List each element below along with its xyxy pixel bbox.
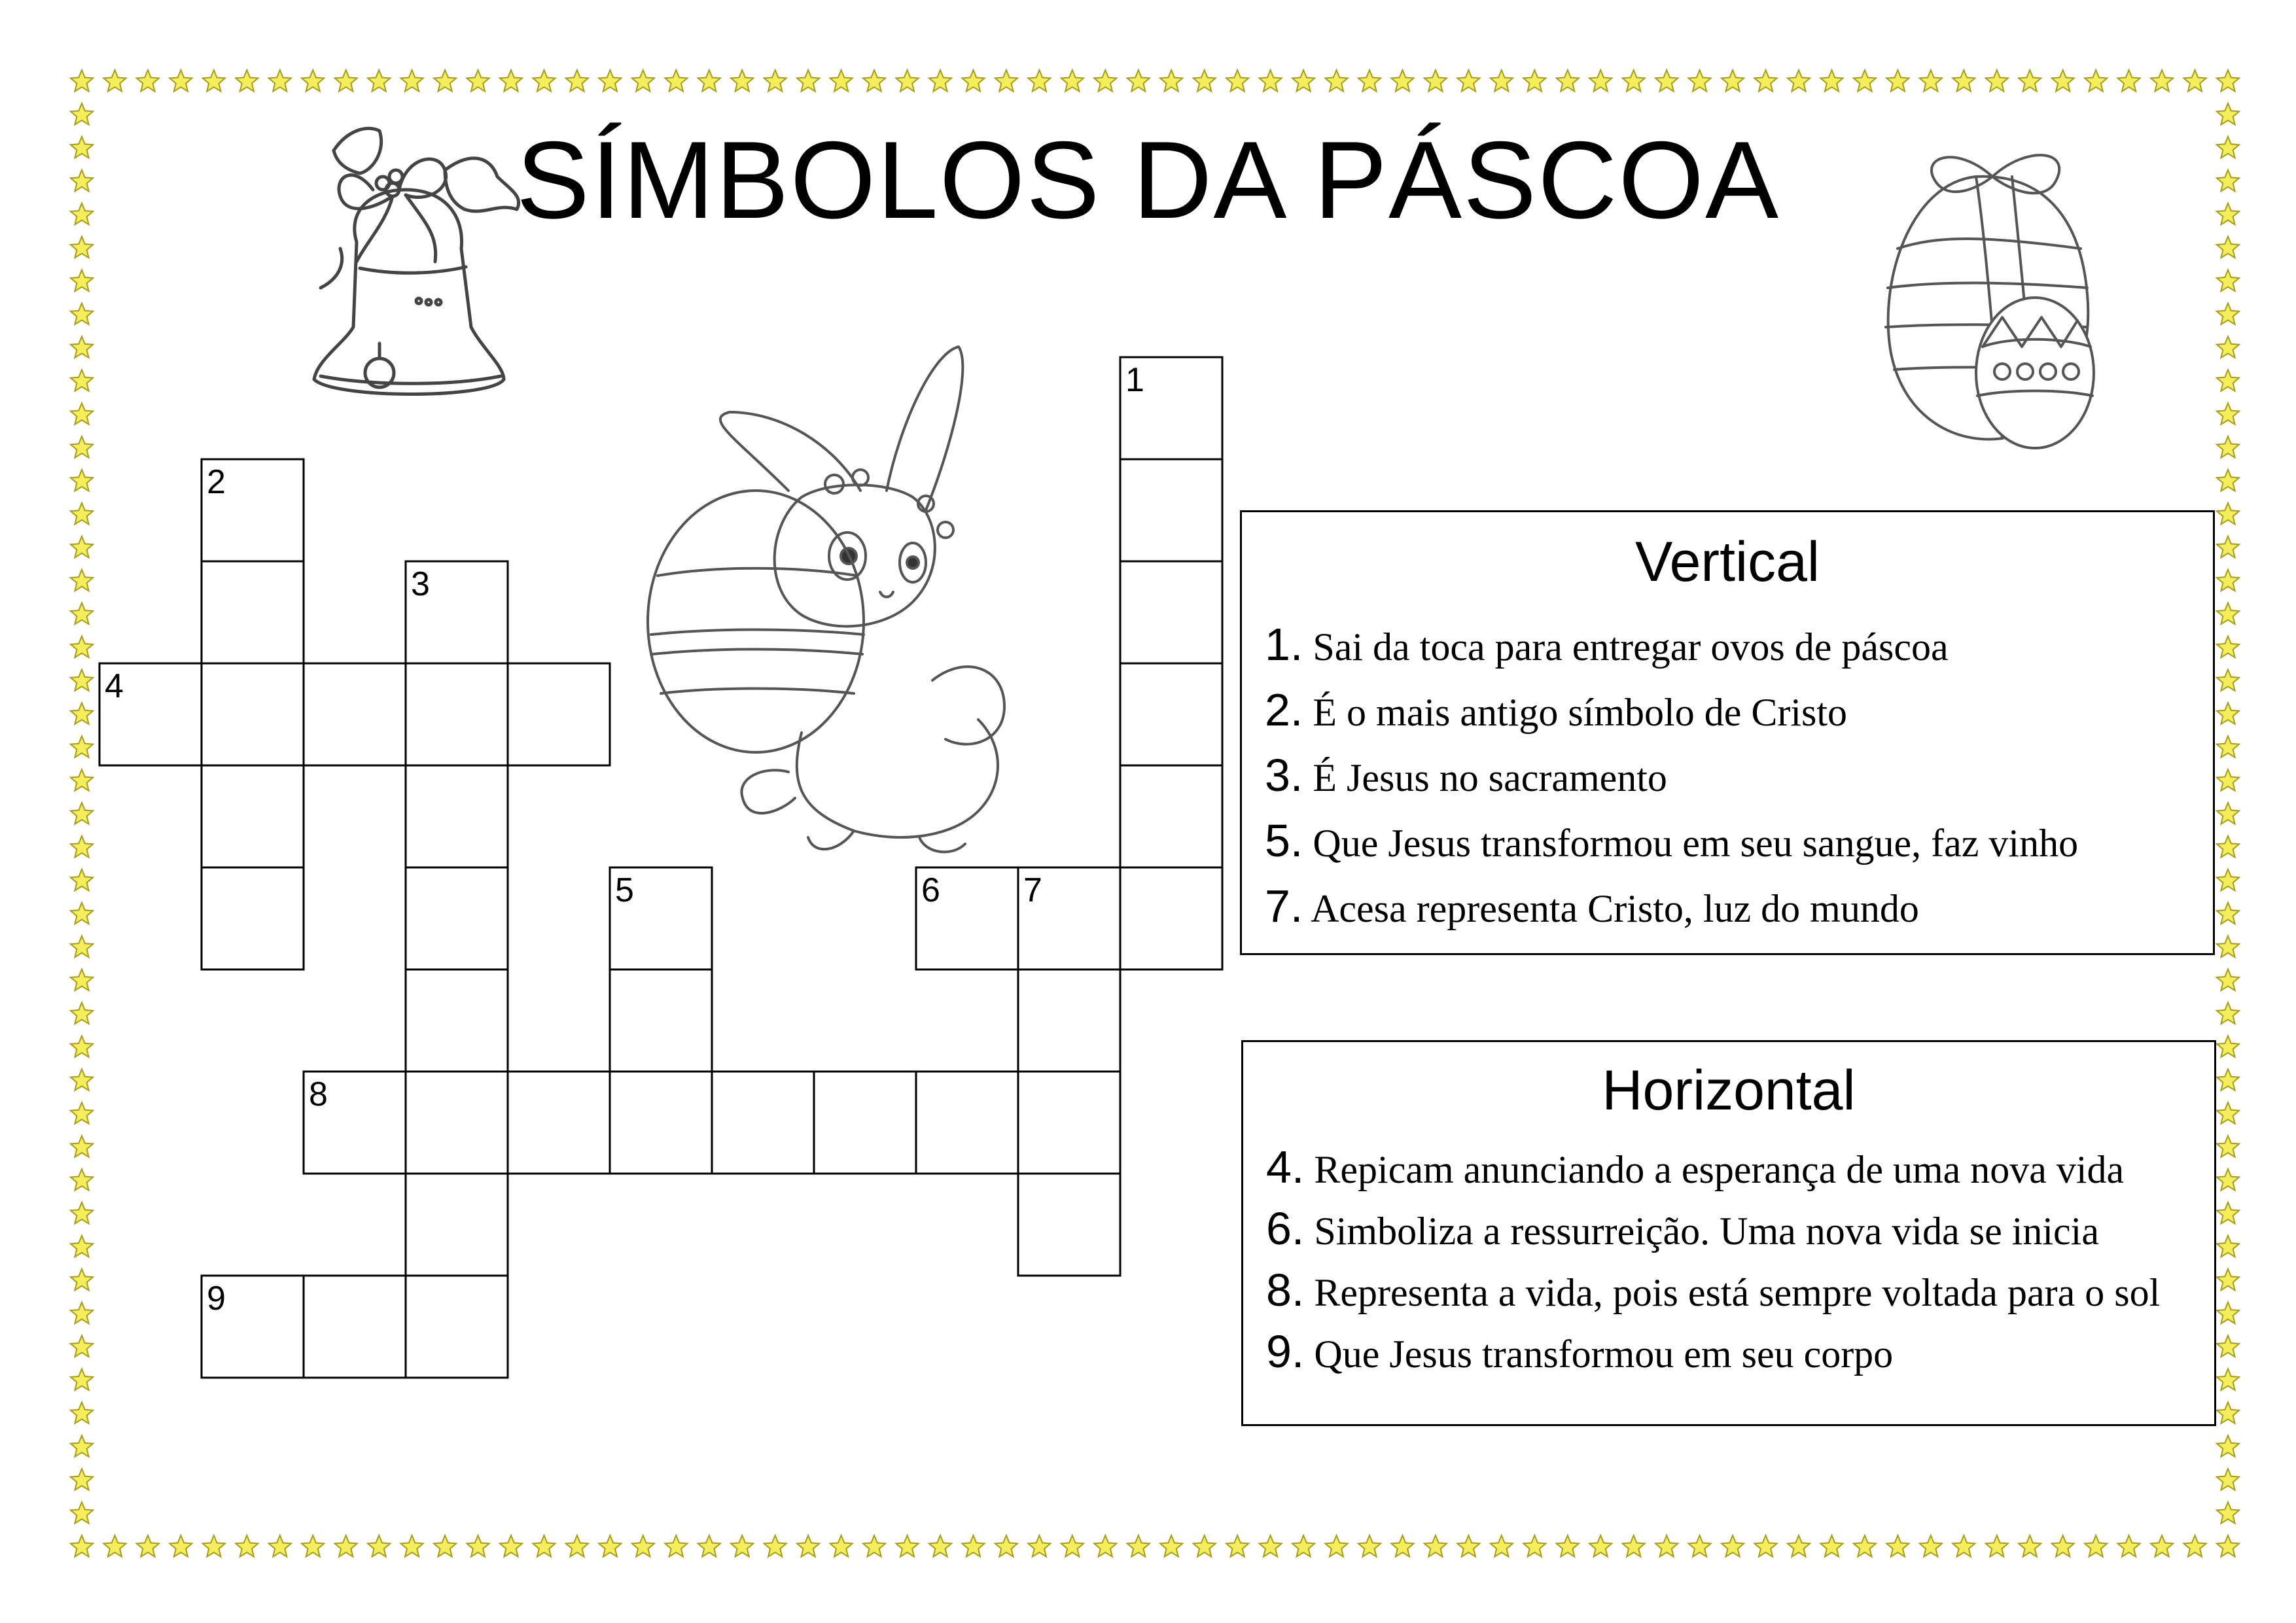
crossword-cell[interactable] — [406, 663, 508, 765]
crossword-cell[interactable] — [712, 1072, 814, 1174]
horizontal-clues-box — [1241, 1040, 2216, 1426]
clue-horizontal-8: 8. Representa a vida, pois está sempre voltada para o sol — [1266, 1265, 2161, 1316]
crossword-cell[interactable] — [916, 1072, 1018, 1174]
crossword-cell[interactable] — [508, 663, 610, 765]
vertical-heading: Vertical — [1634, 531, 1820, 593]
crossword-cell[interactable] — [508, 1072, 610, 1174]
crossword-cell[interactable] — [304, 663, 406, 765]
cell-number-1: 1 — [1125, 361, 1144, 399]
clue-vertical-2: 2. É o mais antigo símbolo de Cristo — [1265, 684, 1848, 735]
clue-vertical-3: 3. É Jesus no sacramento — [1265, 750, 1667, 801]
crossword-cell[interactable] — [304, 1276, 406, 1378]
cell-number-6: 6 — [921, 871, 940, 909]
clue-vertical-5: 5. Que Jesus transformou em seu sangue, faz vinho — [1265, 815, 2079, 866]
cell-number-3: 3 — [411, 565, 430, 603]
crossword-cell[interactable] — [814, 1072, 916, 1174]
crossword-cell[interactable] — [1120, 867, 1222, 969]
crossword-cell[interactable] — [406, 1072, 508, 1174]
horizontal-clue-list — [1243, 1138, 2214, 1384]
clue-horizontal-4: 4. Repicam anunciando a esperança de uma nova vida — [1266, 1142, 2125, 1193]
cell-number-8: 8 — [309, 1075, 328, 1113]
crossword-cell[interactable] — [1120, 765, 1222, 867]
crossword-cell[interactable] — [406, 1174, 508, 1276]
crossword-cell[interactable] — [202, 765, 304, 867]
cell-number-4: 4 — [105, 667, 124, 705]
cell-number-9: 9 — [207, 1280, 226, 1318]
clue-horizontal-6: 6. Simboliza a ressurreição. Uma nova vida se inicia — [1266, 1203, 2099, 1254]
page-title: SÍMBOLOS DA PÁSCOA — [516, 118, 1780, 241]
cell-number-7: 7 — [1023, 871, 1042, 909]
clue-horizontal-9: 9. Que Jesus transformou em seu corpo — [1266, 1326, 1894, 1377]
crossword-cell[interactable] — [1120, 663, 1222, 765]
crossword-cell[interactable] — [406, 765, 508, 867]
crossword-cell[interactable] — [406, 1276, 508, 1378]
crossword-cell[interactable] — [1018, 1174, 1120, 1276]
crossword-cell[interactable] — [1018, 969, 1120, 1072]
horizontal-heading: Horizontal — [1602, 1059, 1856, 1122]
cell-number-5: 5 — [615, 871, 634, 909]
crossword-cell[interactable] — [202, 663, 304, 765]
crossword-cell[interactable] — [610, 969, 712, 1072]
crossword-cell[interactable] — [1120, 459, 1222, 561]
crossword-cell[interactable] — [202, 561, 304, 663]
cell-number-2: 2 — [207, 463, 226, 501]
crossword-cell[interactable] — [1120, 561, 1222, 663]
crossword-cell[interactable] — [1018, 1072, 1120, 1174]
clue-vertical-1: 1. Sai da toca para entregar ovos de páscoa — [1265, 619, 1949, 670]
vertical-clues-box — [1240, 510, 2215, 955]
crossword-cell[interactable] — [406, 969, 508, 1072]
crossword-cell[interactable] — [202, 867, 304, 969]
crossword-cell[interactable] — [610, 1072, 712, 1174]
clue-vertical-7: 7. Acesa representa Cristo, luz do mundo — [1265, 881, 1919, 932]
vertical-clue-list — [1242, 613, 2213, 940]
crossword-cell[interactable] — [406, 867, 508, 969]
